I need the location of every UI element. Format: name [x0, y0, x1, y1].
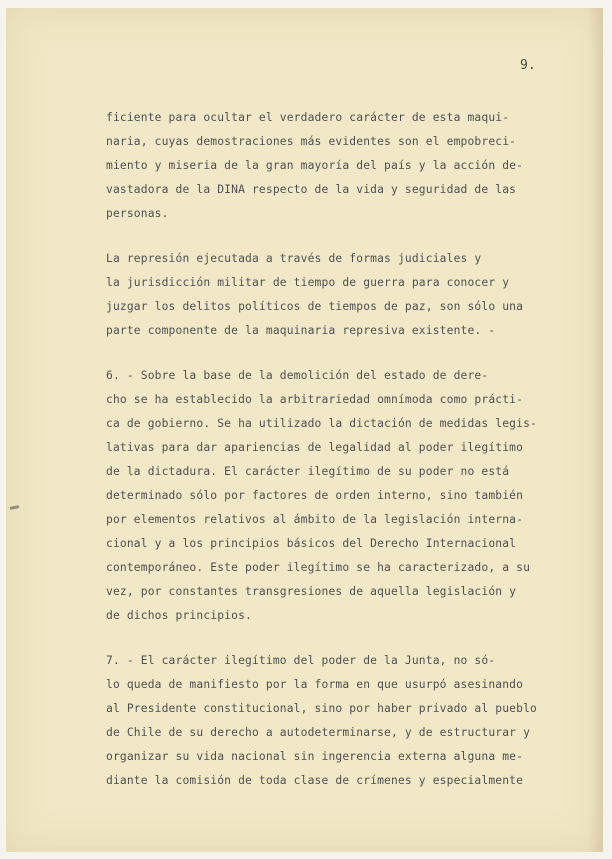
page-number: 9. [520, 58, 536, 73]
text-line: lo queda de manifiesto por la forma en que usurpó asesinando [106, 678, 524, 691]
text-line: organizar su vida nacional sin ingerencia externa alguna me- [106, 750, 524, 763]
text-line: parte componente de la maquinaria represiva existente. - [106, 324, 496, 337]
text-line: de dichos principios. [106, 609, 252, 622]
paragraph [106, 364, 574, 628]
text-line: la jurisdicción militar de tiempo de guerra para conocer y [106, 276, 510, 289]
text-line: determinado sólo por factores de orden interno, sino también [106, 489, 524, 502]
text-line: de la dictadura. El carácter ilegítimo de su poder no está [106, 465, 510, 478]
paragraph-gap [106, 343, 574, 364]
paragraph-gap [106, 628, 574, 649]
text-line: naria, cuyas demostraciones más evidentes son el empobreci- [106, 135, 517, 148]
text-line: miento y miseria de la gran mayoría del país y la acción de- [106, 159, 524, 172]
text-line: cho se ha establecido la arbitrariedad omnímoda como prácti- [106, 393, 524, 406]
text-line: lativas para dar apariencias de legalidad al poder ilegítimo [106, 441, 524, 454]
text-line: juzgar los delitos políticos de tiempos de paz, son sólo una [106, 300, 524, 313]
text-line: cional y a los principios básicos del Derecho Internacional [106, 537, 517, 550]
text-line: ca de gobierno. Se ha utilizado la dictación de medidas legis- [106, 417, 537, 430]
paragraph [106, 106, 574, 226]
paragraph-gap [106, 226, 574, 247]
text-line: diante la comisión de toda clase de crímenes y especialmente [106, 774, 524, 787]
text-line: contemporáneo. Este poder ilegítimo se ha caracterizado, a su [106, 561, 531, 574]
text-line: ficiente para ocultar el verdadero carácter de esta maqui- [106, 111, 510, 124]
text-line: 7. - El carácter ilegítimo del poder de la Junta, no só- [106, 654, 496, 667]
paragraph [106, 247, 574, 343]
text-line: vastadora de la DINA respecto de la vida y seguridad de las [106, 183, 517, 196]
text-line: por elementos relativos al ámbito de la legislación interna- [106, 513, 524, 526]
text-line: La represión ejecutada a través de formas judiciales y [106, 252, 482, 265]
document-body [106, 106, 574, 793]
text-line: personas. [106, 207, 169, 220]
text-line: 6. - Sobre la base de la demolición del estado de dere- [106, 369, 489, 382]
document-page [6, 8, 603, 852]
text-line: vez, por constantes transgresiones de aquella legislación y [106, 585, 517, 598]
text-line: de Chile de su derecho a autodeterminarse, y de estructurar y [106, 726, 531, 739]
paragraph [106, 649, 574, 793]
page-edge-shadow [588, 8, 602, 852]
text-line: al Presidente constitucional, sino por haber privado al pueblo [106, 702, 537, 715]
